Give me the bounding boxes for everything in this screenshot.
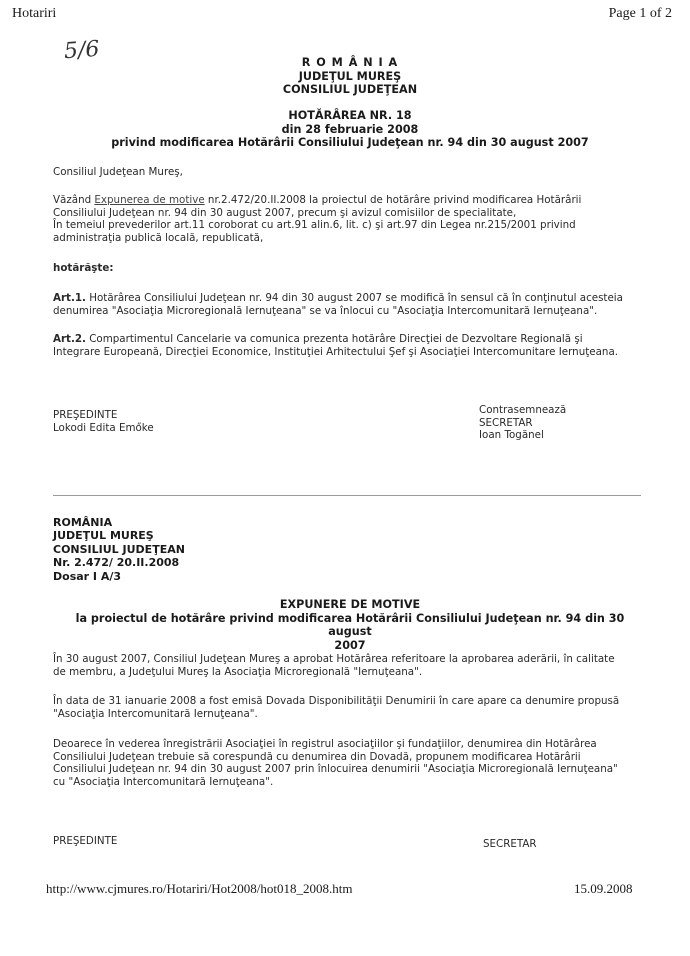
whereas-line-4: administraţia publică locală, republicată, xyxy=(53,231,264,244)
art2-text: Compartimentul Cancelarie va comunica prezenta hotărâre Direcţiei de Dezvoltare Regională şi xyxy=(85,333,583,345)
whereas-rest: nr.2.472/20.II.2008 la proiectul de hotărâre privind modificarea Hotărârii xyxy=(204,194,582,206)
memo-p1-line-1: În 30 august 2007, Consiliul Judeţean Mureş a aprobat Hotărârea referitoare la aprobarea aderării, în calitate xyxy=(53,653,615,665)
decision-number-block xyxy=(60,109,640,150)
secretary-name: Ioan Togănel xyxy=(479,429,544,442)
art2-line-2: Integrare Europeană, Direcţiei Economice, Instituţiei Arhitectului Şef şi Asociaţiei Intercomunitare Iernuţeana. xyxy=(53,345,619,358)
addressee: Consiliul Judeţean Mureş, xyxy=(53,166,183,178)
president-title: PREŞEDINTE xyxy=(53,409,118,421)
memo-p3-line-4: cu "Asociaţia Intercomunitară Iernuţeana". xyxy=(53,775,274,788)
memo-subtitle-2: 2007 xyxy=(334,638,366,652)
memo-registration-number: Nr. 2.472/ 20.II.2008 xyxy=(53,556,180,570)
memo-p3-line-2: Consiliului Judeţean trebuie să corespundă cu denumirea din Dovadă, propunem modificarea Hotărârii xyxy=(53,750,581,763)
memo-p2-line-2: "Asociaţia Intercomunitară Iernuţeana". xyxy=(53,707,258,720)
memo-paragraph-3 xyxy=(53,738,643,788)
decision-number: HOTĂRÂREA NR. 18 xyxy=(288,109,412,122)
whereas-line-2: Consiliului Judeţean nr. 94 din 30 august 2007, precum şi avizul comisiilor de specialitate, xyxy=(53,206,517,219)
country-line: R O M Â N I A xyxy=(301,56,399,69)
art1-line-1 xyxy=(53,292,643,305)
decision-heading xyxy=(60,56,640,97)
memo-title-block xyxy=(60,598,640,652)
section-divider xyxy=(53,495,641,496)
memo-file: Dosar I A/3 xyxy=(53,569,122,583)
article-1 xyxy=(53,292,643,317)
memo-council: CONSILIUL JUDEŢEAN xyxy=(53,542,185,556)
memo-country: ROMÂNIA xyxy=(53,516,113,529)
art1-text: Hotărârea Consiliului Judeţean nr. 94 din 30 august 2007 se modifică în sensul că în conţinutul acesteia xyxy=(85,292,623,304)
whereas-line-3: În temeiul prevederilor art.11 coroborat cu art.91 alin.6, lit. c) şi art.97 din Legea nr.215/2001 privind xyxy=(53,219,576,232)
whereas-paragraph xyxy=(53,194,643,244)
decides-heading: hotărăşte: xyxy=(53,262,114,274)
art2-line-1 xyxy=(53,333,643,346)
browser-header-page: Page 1 of 2 xyxy=(608,6,672,21)
article-2 xyxy=(53,333,643,358)
art1-line-2: denumirea "Asociaţia Microregională Iernuţeana" se va înlocui cu "Asociaţia Intercomunitară Iernuţeana". xyxy=(53,304,598,317)
whereas-prefix: Văzând xyxy=(53,194,95,206)
decision-subject: privind modificarea Hotărârii Consiliului Judeţean nr. 94 din 30 august 2007 xyxy=(111,136,589,149)
decision-date: din 28 februarie 2008 xyxy=(281,122,419,136)
memo-header xyxy=(53,516,185,583)
secretary-title: SECRETAR xyxy=(479,416,533,429)
memo-subtitle-1: la proiectul de hotărâre privind modificarea Hotărârii Consiliului Judeţean nr. 94 din 30 august xyxy=(75,611,625,638)
browser-header-title: Hotariri xyxy=(12,6,57,21)
president-name: Lokodi Edita Emőke xyxy=(53,421,154,434)
expunerea-link[interactable]: Expunerea de motive xyxy=(94,194,205,206)
memo-p1-line-2: de membru, a Judeţului Mureş la Asociaţia Microregională "Iernuţeana". xyxy=(53,665,423,678)
memo-p3-line-1: Deoarece în vederea înregistrării Asociaţiei în registrul asociaţiilor şi fundaţiilor, denumirea din Hotărârea xyxy=(53,738,597,750)
memo-president-title: PREŞEDINTE xyxy=(53,835,118,847)
memo-paragraph-2 xyxy=(53,695,643,720)
memo-p2-line-1: În data de 31 ianuarie 2008 a fost emisă Dovada Disponibilităţii Denumirii în care apare ca denumire propusă xyxy=(53,695,620,707)
memo-county: JUDEŢUL MUREŞ xyxy=(53,529,154,543)
memo-title: EXPUNERE DE MOTIVE xyxy=(279,598,421,611)
council-line: CONSILIUL JUDEŢEAN xyxy=(282,83,418,96)
memo-p3-line-3: Consiliului Judeţean nr. 94 din 30 august 2007 prin înlocuirea denumirii "Asociaţia Microregională Iernuţeana" xyxy=(53,763,618,776)
county-line: JUDEŢUL MUREŞ xyxy=(298,69,402,83)
memo-paragraph-1 xyxy=(53,653,643,678)
handwritten-note: 5/6 xyxy=(63,36,101,65)
footer-url: http://www.cjmures.ro/Hotariri/Hot2008/hot018_2008.htm xyxy=(46,881,353,896)
memo-secretary-title: SECRETAR xyxy=(483,838,537,850)
art2-label: Art.2. xyxy=(53,333,86,345)
countersign-label: Contrasemnează xyxy=(479,404,567,416)
art1-label: Art.1. xyxy=(53,292,86,304)
footer-date: 15.09.2008 xyxy=(574,881,633,896)
whereas-line-1 xyxy=(53,194,643,207)
president-signature xyxy=(53,409,253,434)
secretary-signature xyxy=(479,404,659,442)
